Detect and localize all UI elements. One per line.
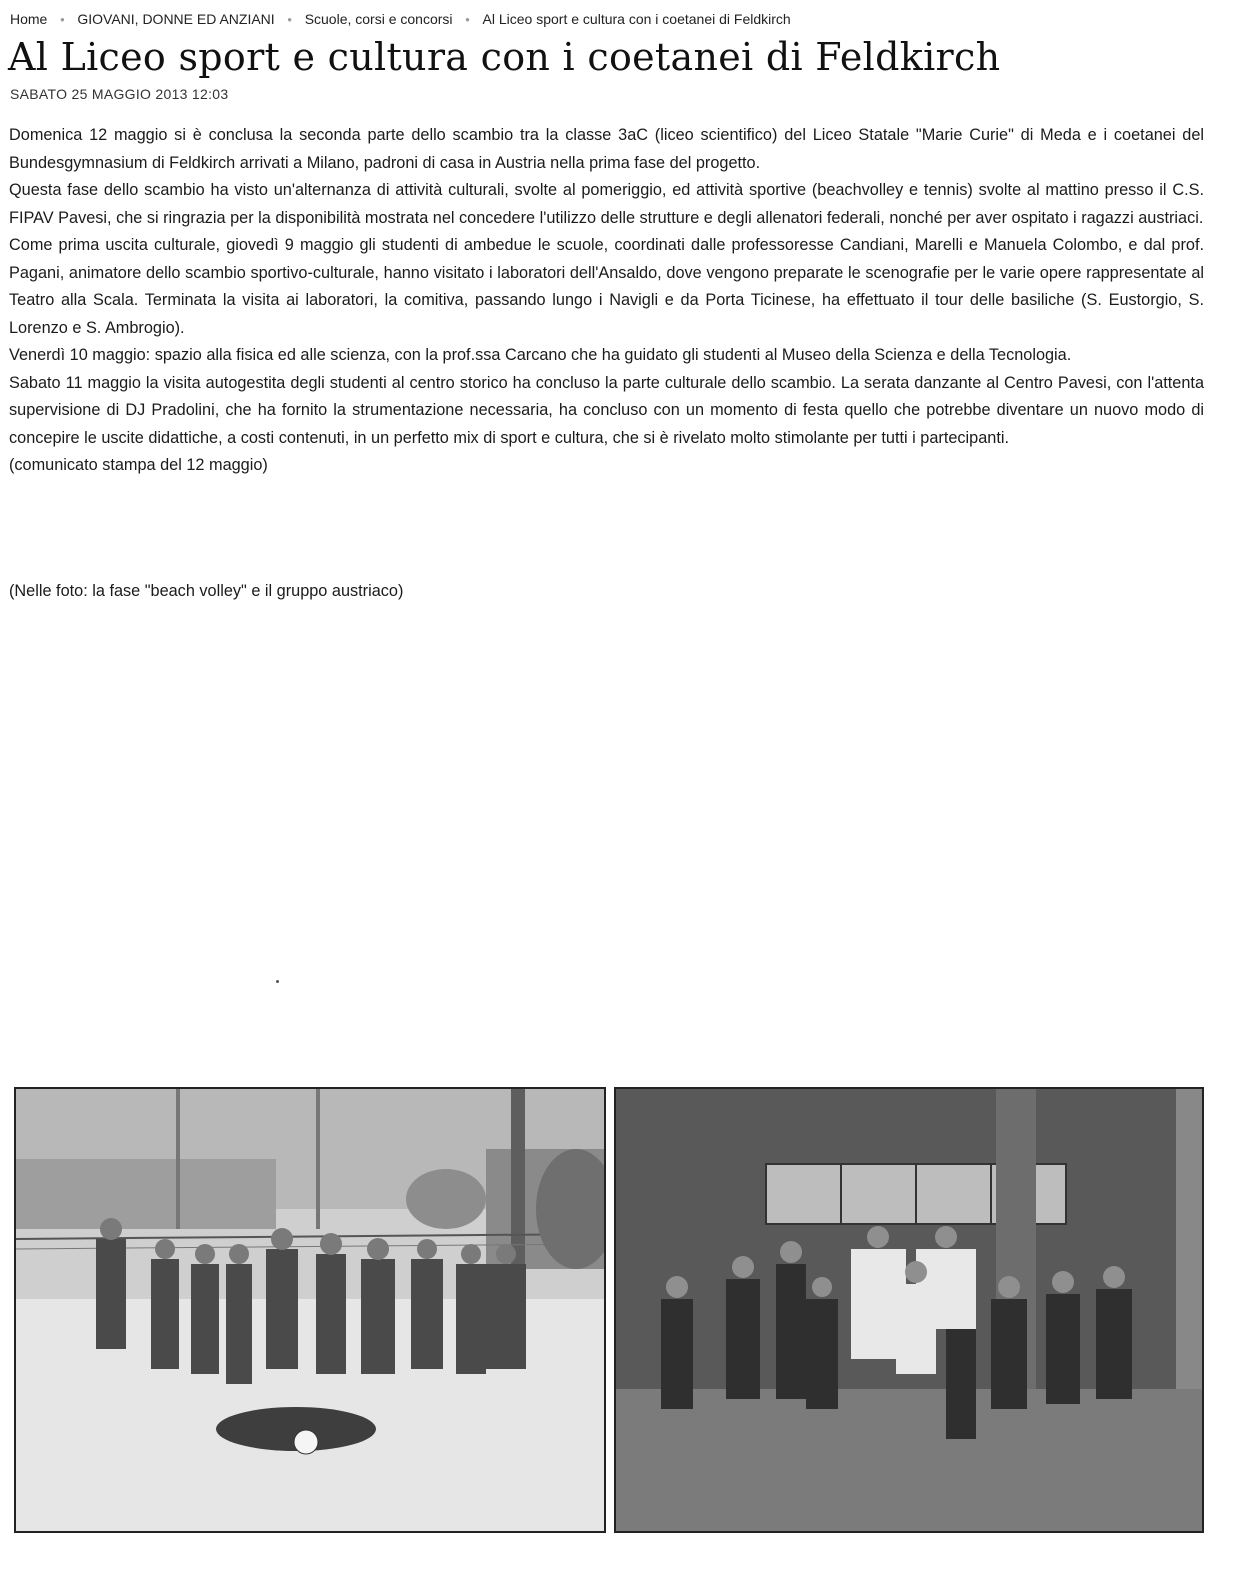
breadcrumb-separator-icon: ● [59,14,65,24]
article-title: Al Liceo sport e cultura con i coetanei di Feldkirch [8,35,1001,79]
austrian-group-photo-icon [616,1089,1202,1531]
photo-caption: (Nelle foto: la fase "beach volley" e il gruppo austriaco) [9,582,404,600]
article-paragraph: Domenica 12 maggio si è conclusa la seconda parte dello scambio tra la classe 3aC (liceo scientifico) del Liceo Statale "Marie Curie" di Meda e i coetanei del Bundesgymnasium di Feldkirch arrivati a Milano, padroni di casa in Austria nella prima fase del progetto. [9,126,1204,172]
breadcrumb-separator-icon: ● [465,14,470,24]
breadcrumb-subcategory-link[interactable]: Scuole, corsi e concorsi [304,11,453,27]
article-paragraph: Questa fase dello scambio ha visto un'alternanza di attività culturali, svolte al pomeriggio, ed attività sportive (beachvolley e tennis) svolte al mattino presso il C.S. FIPAV Pavesi, che si ringrazia per la disponibilità mostrata nel concedere l'utilizzo delle strutture e degli allenatori federali, nonché per aver ospitato i ragazzi austriaci. [9,181,1204,227]
breadcrumb-home-link[interactable]: Home [10,11,48,27]
breadcrumb-current-page: Al Liceo sport e cultura con i coetanei di Feldkirch [482,11,791,27]
breadcrumb-category-link[interactable]: GIOVANI, DONNE ED ANZIANI [77,11,275,27]
article-date: SABATO 25 MAGGIO 2013 12:03 [10,86,229,102]
article-body [9,122,1204,480]
breadcrumb-separator-icon: ● [287,14,293,24]
scan-speck [276,980,279,983]
article-paragraph: Come prima uscita culturale, giovedì 9 maggio gli studenti di ambedue le scuole, coordinati dalle professoresse Candiani, Marelli e Manuela Colombo, e dal prof. Pagani, animatore dello scambio sportivo-culturale, hanno visitato i laboratori dell'Ansaldo, dove vengono preparate le scenografie per le varie opere rappresentate al Teatro alla Scala. Terminata la visita ai laboratori, la comitiva, passando lungo i Navigli e da Porta Ticinese, ha effettuato il tour delle basiliche (S. Eustorgio, S. Lorenzo e S. Ambrogio). [9,236,1204,337]
breadcrumb [10,8,791,30]
press-release-note: (comunicato stampa del 12 maggio) [9,456,268,474]
beach-volley-photo-icon [16,1089,604,1531]
beach-volley-photo [14,1087,606,1533]
austrian-group-photo [614,1087,1204,1533]
article-paragraph: Venerdì 10 maggio: spazio alla fisica ed alle scienza, con la prof.ssa Carcano che ha guidato gli studenti al Museo della Scienza e della Tecnologia. [9,346,1072,364]
article-paragraph: Sabato 11 maggio la visita autogestita degli studenti al centro storico ha concluso la parte culturale dello scambio. La serata danzante al Centro Pavesi, con l'attenta supervisione di DJ Pradolini, che ha fornito la strumentazione necessaria, ha concluso con un momento di festa quello che potrebbe diventare un nuovo modo di concepire le uscite didattiche, a costi contenuti, in un perfetto mix di sport e cultura, che si è rivelato molto stimolante per tutti i partecipanti. [9,373,1204,447]
